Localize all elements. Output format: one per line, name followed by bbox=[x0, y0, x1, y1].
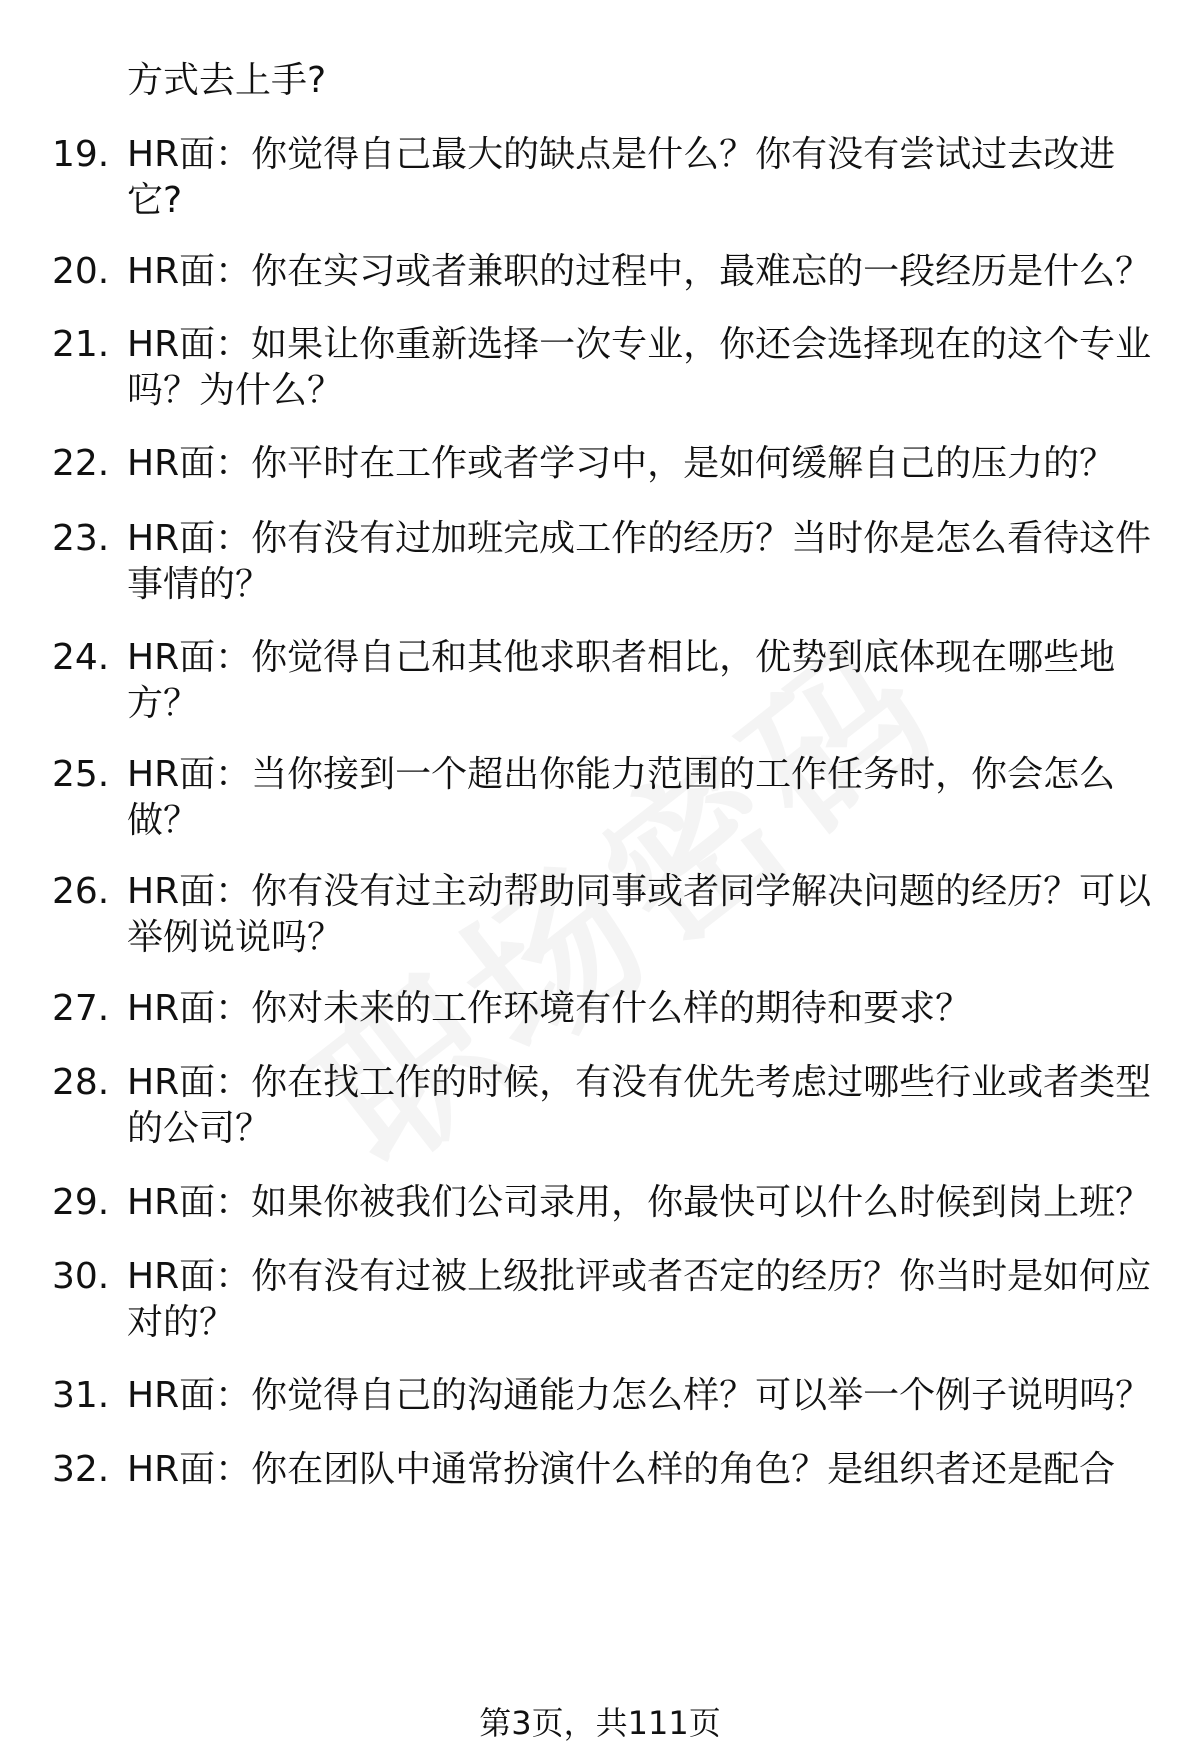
item-text bbox=[127, 249, 1162, 295]
item-line: 对的？ bbox=[127, 1302, 236, 1343]
item-text bbox=[127, 441, 1162, 487]
item-text bbox=[127, 1060, 1162, 1152]
item-line: HR面：如果让你重新选择一次专业，你还会选择现在的这个专业 bbox=[127, 324, 1152, 365]
item-line: HR面：你对未来的工作环境有什么样的期待和要求？ bbox=[127, 988, 972, 1029]
item-line: HR面：如果你被我们公司录用，你最快可以什么时候到岗上班？ bbox=[127, 1182, 1152, 1223]
item-number: 30. bbox=[52, 1256, 110, 1297]
item-text bbox=[127, 516, 1162, 608]
item-text bbox=[127, 986, 1162, 1032]
item-line: 做？ bbox=[127, 800, 200, 841]
item-number: 26. bbox=[52, 871, 110, 912]
continuation-line: 方式去上手? bbox=[127, 60, 327, 101]
item-text bbox=[127, 1180, 1162, 1226]
item-number: 27. bbox=[52, 988, 110, 1029]
item-number: 28. bbox=[52, 1062, 110, 1103]
item-number: 31. bbox=[52, 1375, 110, 1416]
item-text bbox=[127, 1254, 1162, 1346]
item-line: 事情的？ bbox=[127, 564, 272, 605]
item-line: HR面：你觉得自己和其他求职者相比，优势到底体现在哪些地 bbox=[127, 637, 1116, 678]
item-text bbox=[127, 322, 1162, 414]
item-number: 21. bbox=[52, 324, 110, 365]
item-line: HR面：你有没有过加班完成工作的经历？当时你是怎么看待这件 bbox=[127, 518, 1152, 559]
item-text bbox=[127, 869, 1162, 961]
item-line: HR面：你有没有过主动帮助同事或者同学解决问题的经历？可以 bbox=[127, 871, 1152, 912]
item-text bbox=[127, 635, 1162, 727]
item-line: HR面：你有没有过被上级批评或者否定的经历？你当时是如何应 bbox=[127, 1256, 1152, 1297]
item-number: 19. bbox=[52, 134, 110, 175]
item-line: HR面：你在实习或者兼职的过程中，最难忘的一段经历是什么？ bbox=[127, 251, 1152, 292]
item-line: 吗？为什么？ bbox=[127, 370, 344, 411]
item-number: 25. bbox=[52, 754, 110, 795]
item-line: 它? bbox=[127, 180, 183, 221]
item-line: 举例说说吗？ bbox=[127, 917, 344, 958]
item-number: 22. bbox=[52, 443, 110, 484]
item-line: HR面：当你接到一个超出你能力范围的工作任务时，你会怎么 bbox=[127, 754, 1116, 795]
item-number: 20. bbox=[52, 251, 110, 292]
item-line: 方？ bbox=[127, 683, 200, 724]
item-text bbox=[127, 1447, 1162, 1493]
item-number: 24. bbox=[52, 637, 110, 678]
item-line: HR面：你觉得自己的沟通能力怎么样？可以举一个例子说明吗？ bbox=[127, 1375, 1152, 1416]
item-line: HR面：你在找工作的时候，有没有优先考虑过哪些行业或者类型 bbox=[127, 1062, 1152, 1103]
page-number-footer: 第3页，共111页 bbox=[479, 1704, 721, 1742]
item-text bbox=[127, 132, 1162, 224]
item-line: 的公司？ bbox=[127, 1108, 272, 1149]
item-number: 32. bbox=[52, 1449, 110, 1490]
item-line: HR面：你在团队中通常扮演什么样的角色？是组织者还是配合 bbox=[127, 1449, 1116, 1490]
item-line: HR面：你平时在工作或者学习中，是如何缓解自己的压力的？ bbox=[127, 443, 1116, 484]
item-text bbox=[127, 752, 1162, 844]
item-line: HR面：你觉得自己最大的缺点是什么？你有没有尝试过去改进 bbox=[127, 134, 1116, 175]
item-number: 23. bbox=[52, 518, 110, 559]
item-number: 29. bbox=[52, 1182, 110, 1223]
item-text bbox=[127, 1373, 1162, 1419]
